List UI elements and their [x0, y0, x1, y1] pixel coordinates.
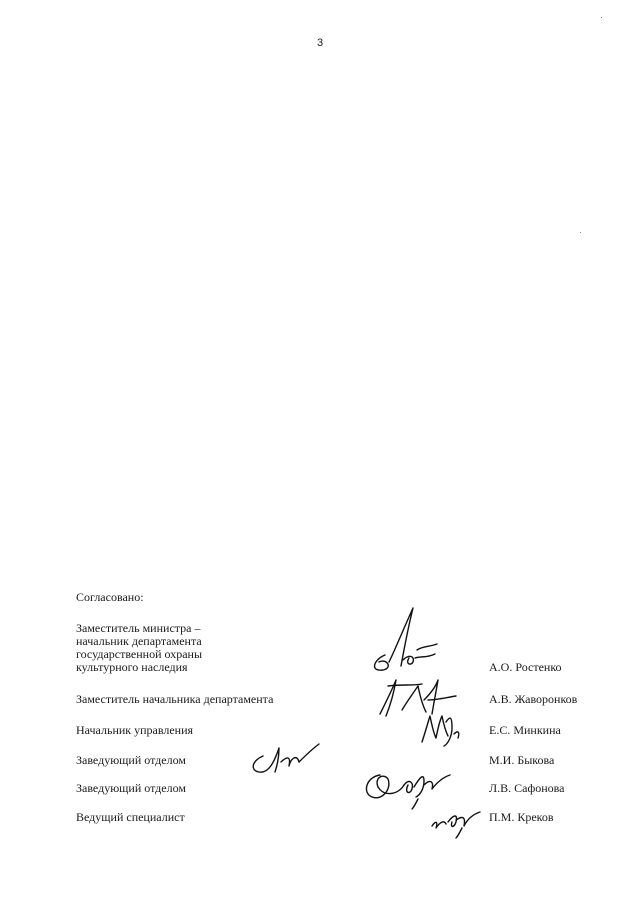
- signatory-name: М.И. Быкова: [489, 753, 555, 767]
- signatory-position: [76, 622, 202, 674]
- position-line: культурного наследия: [76, 660, 188, 674]
- signatory-name: Е.С. Минкина: [489, 723, 561, 737]
- signatory-name: П.М. Креков: [489, 810, 554, 824]
- position-line: начальник департамента: [76, 634, 202, 648]
- signatory-position: Начальник управления: [76, 723, 194, 737]
- signatory-position: Заведующий отделом: [76, 781, 186, 795]
- agreed-label: Согласовано:: [76, 590, 144, 604]
- signature-krekov: [428, 804, 488, 840]
- signature-bykova: [245, 738, 325, 778]
- signature-rostenko: [365, 600, 445, 680]
- scan-speck: [580, 232, 581, 233]
- signatory-position: Ведущий специалист: [76, 810, 185, 824]
- position-line: государственной охраны: [76, 647, 203, 661]
- position-line: Заместитель министра –: [76, 621, 201, 635]
- signatory-name: Л.В. Сафонова: [489, 781, 565, 795]
- signatory-position: Заместитель начальника департамента: [76, 692, 274, 706]
- signatory-name: А.О. Ростенко: [489, 660, 562, 674]
- signature-minkina: [418, 708, 468, 748]
- signatory-position: Заведующий отделом: [76, 753, 186, 767]
- scan-speck: [601, 17, 602, 18]
- signatory-name: А.В. Жаворонков: [489, 692, 578, 706]
- page-number: 3: [316, 37, 324, 49]
